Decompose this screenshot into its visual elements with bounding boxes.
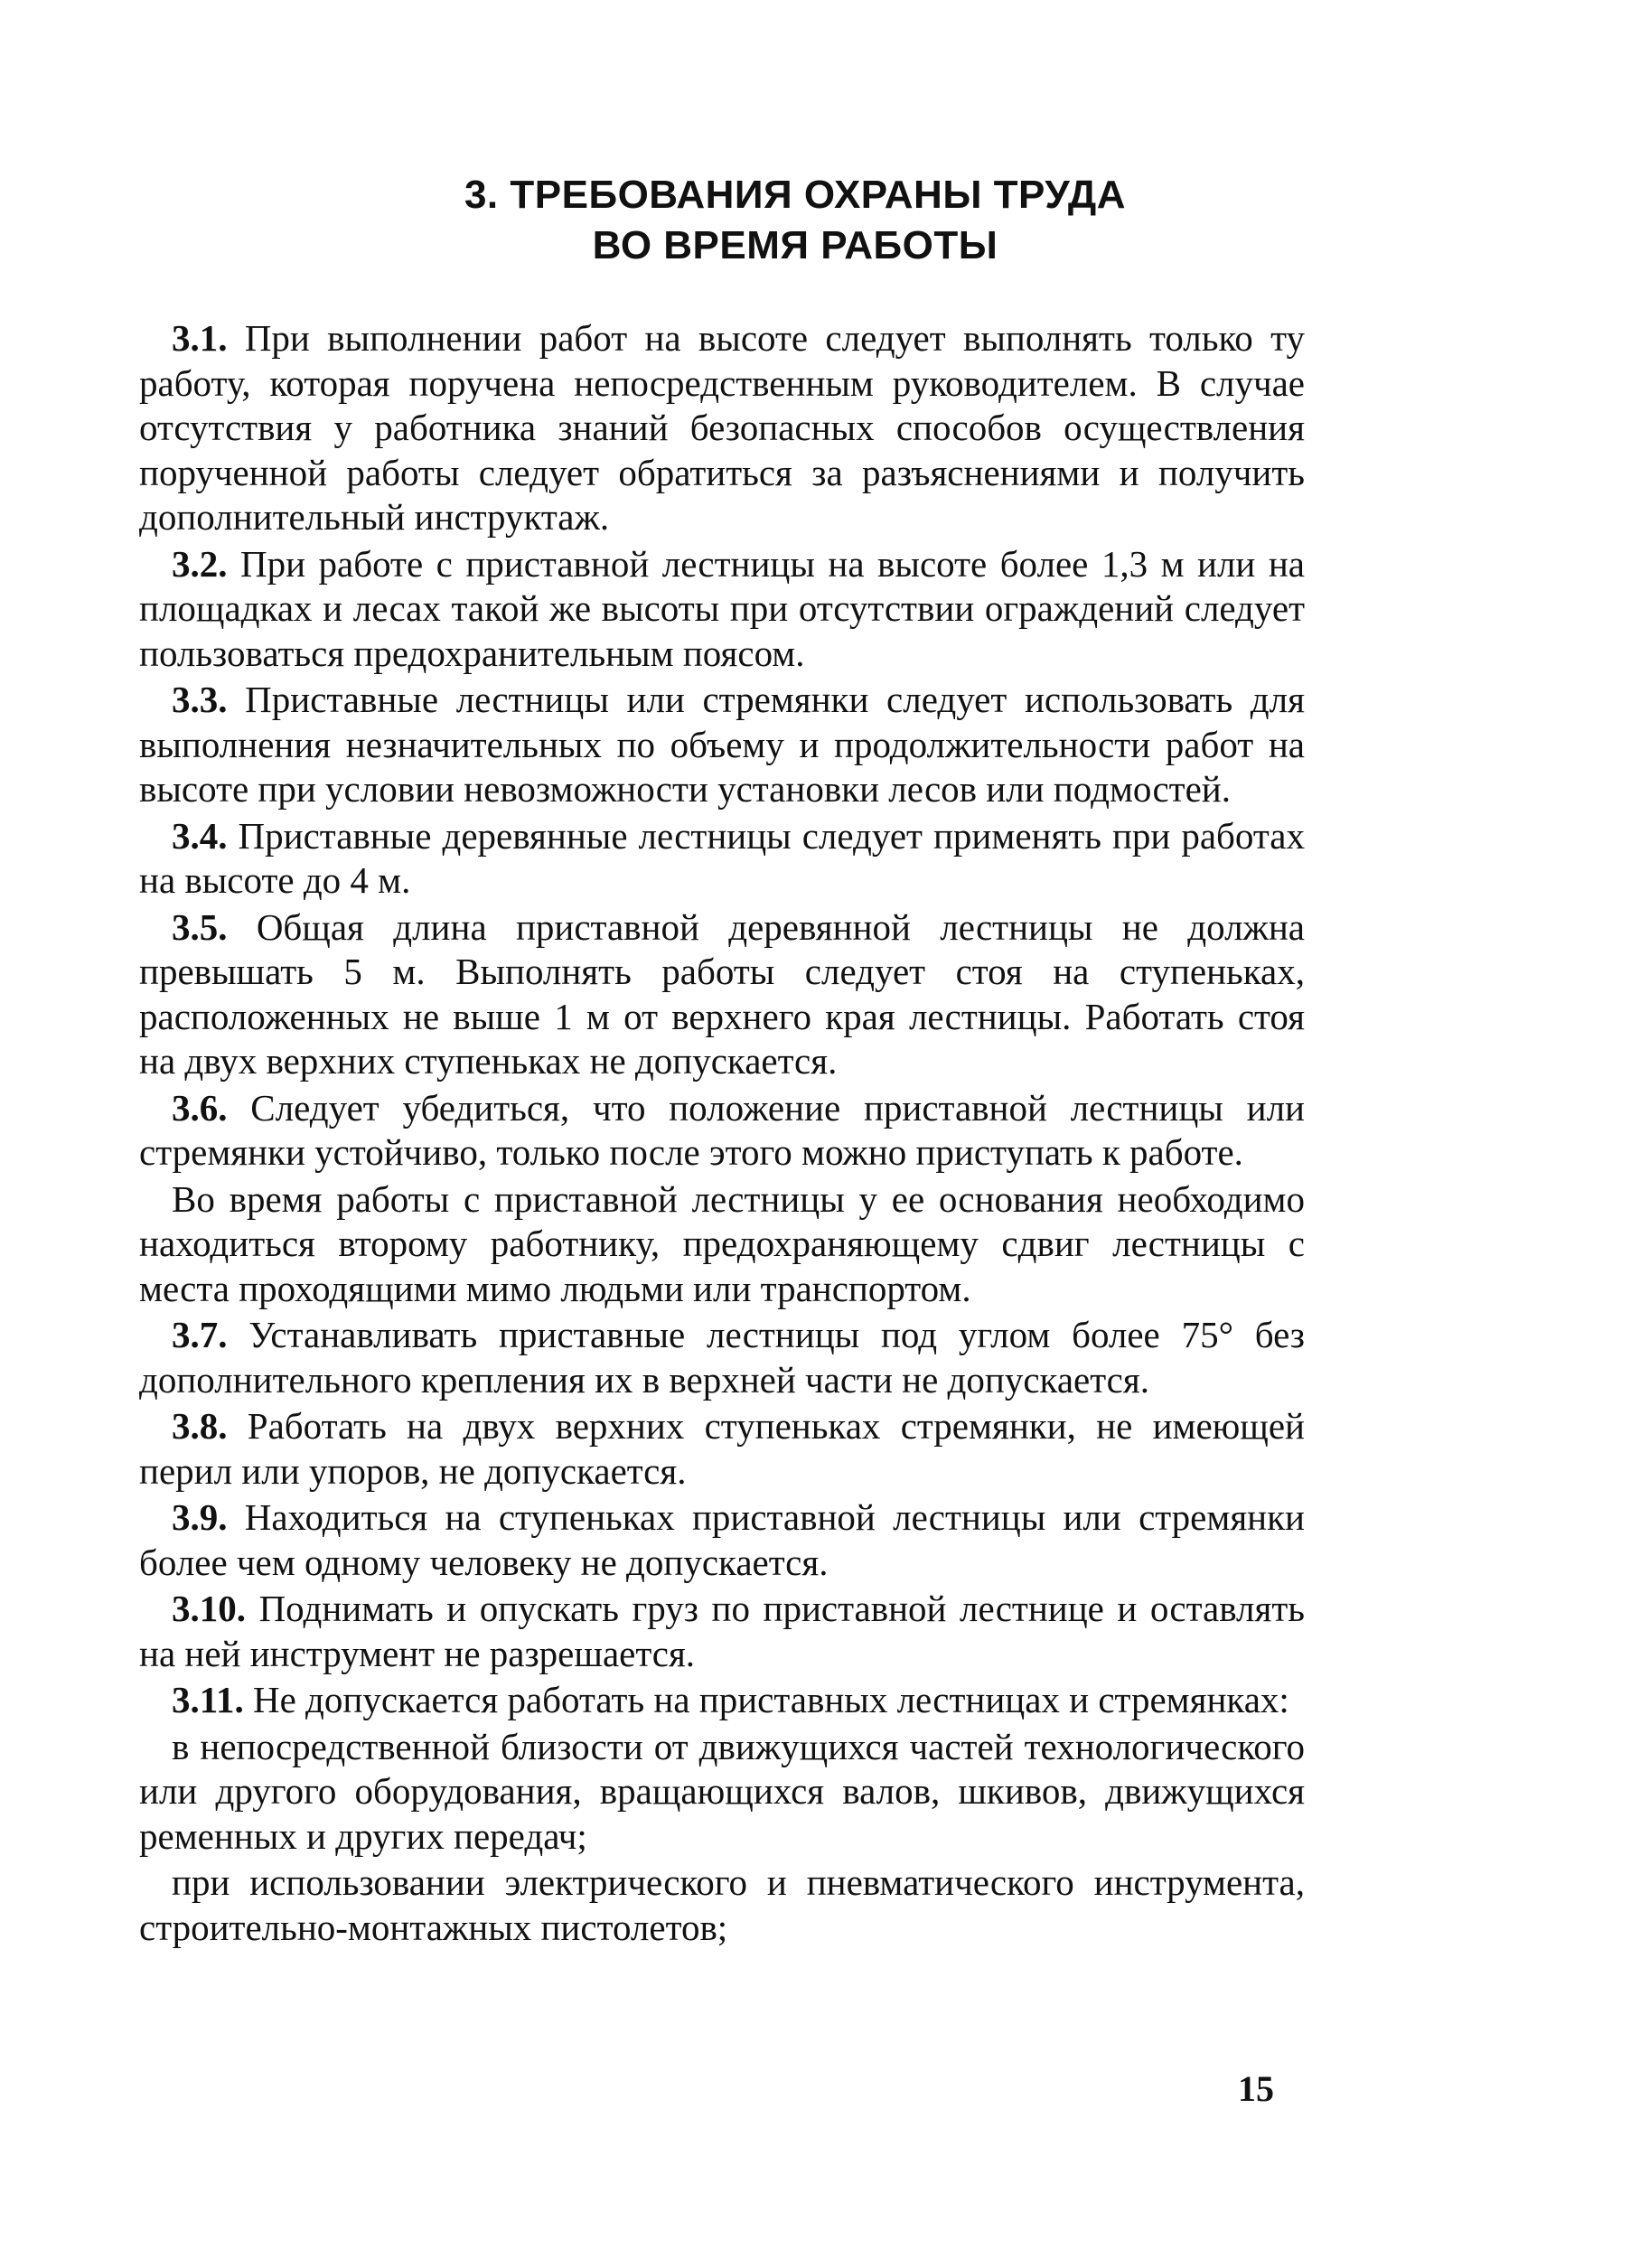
paragraph-text: Приставные деревянные лестницы следует применять при работах на высоте до 4 м. [139,814,1305,901]
paragraph-3-7 [139,1313,1305,1402]
paragraph-text: Следует убедиться, что положение приставной лестницы или стремянки устойчиво, только после этого можно приступать к работе. [139,1086,1305,1173]
paragraph-3-11 [139,1678,1305,1723]
paragraph-text: При выполнении работ на высоте следует выполнять только ту работу, которая поручена непосредственным руководителем. В случае отсутствия у работника знаний безопасных способов осуществления порученной работы следует обратиться за разъяснениями и получить дополнительный инструктаж. [139,317,1305,538]
paragraph-3-6-continued [139,1177,1305,1312]
paragraph-number: 3.8. [172,1405,228,1447]
paragraph-3-4 [139,814,1305,904]
section-title-line-2: ВО ВРЕМЯ РАБОТЫ [592,223,998,267]
paragraph-3-3 [139,678,1305,812]
paragraph-text: при использовании электрического и пневматического инструмента, строительно-монтажных пистолетов; [139,1861,1305,1948]
paragraph-3-5 [139,905,1305,1084]
body-text [139,316,1305,1952]
paragraph-3-9 [139,1495,1305,1585]
paragraph-number: 3.1. [172,317,228,359]
paragraph-number: 3.2. [172,542,228,585]
section-heading [343,170,1247,271]
paragraph-3-10 [139,1587,1305,1676]
page-number: 15 [1238,2068,1274,2109]
paragraph-text: Не допускается работать на приставных лестницах и стремянках: [243,1679,1289,1720]
paragraph-text: Устанавливать приставные лестницы под углом более 75° без дополнительного крепления их в верхней части не допускается. [139,1314,1305,1401]
paragraph-3-2 [139,542,1305,677]
paragraph-number: 3.5. [172,905,228,948]
paragraph-text: Общая длина приставной деревянной лестницы не должна превышать 5 м. Выполнять работы следует стоя на ступеньках, расположенных не выше 1 м от верхнего края лестницы. Работать стоя на двух верхних ступеньках не допускается. [139,905,1305,1082]
paragraph-number: 3.6. [172,1086,228,1129]
paragraph-text: При работе с приставной лестницы на высоте более 1,3 м или на площадках и лесах такой же высоты при отсутствии ограждений следует пользоваться предохранительным поясом. [139,542,1305,674]
paragraph-text: Работать на двух верхних ступеньках стремянки, не имеющей перил или упоров, не допускается. [139,1405,1305,1492]
section-title-line-1: 3. ТРЕБОВАНИЯ ОХРАНЫ ТРУДА [464,173,1127,217]
paragraph-3-6 [139,1086,1305,1176]
paragraph-3-8 [139,1404,1305,1494]
paragraph-number: 3.4. [172,814,228,857]
paragraph-text: Поднимать и опускать груз по приставной лестнице и оставлять на ней инструмент не разрешается. [139,1588,1305,1674]
list-item-tools [139,1860,1305,1950]
paragraph-text: Находиться на ступеньках приставной лестницы или стремянки более чем одному человеку не допускается. [139,1496,1305,1583]
paragraph-number: 3.7. [172,1314,228,1355]
paragraph-3-1 [139,316,1305,540]
paragraph-number: 3.3. [172,679,228,720]
paragraph-number: 3.10. [172,1588,246,1629]
paragraph-number: 3.11. [172,1679,244,1720]
paragraph-text: Приставные лестницы или стремянки следует использовать для выполнения незначительных по объему и продолжительности работ на высоте при условии невозможности установки лесов или подмостей. [139,679,1305,810]
paragraph-number: 3.9. [172,1496,228,1538]
paragraph-text: Во время работы с приставной лестницы у ее основания необходимо находиться второму работнику, предохраняющему сдвиг лестницы с места проходящими мимо людьми или транспортом. [139,1177,1305,1309]
list-item-moving-parts [139,1725,1305,1860]
paragraph-text: в непосредственной близости от движущихся частей технологического или другого оборудования, вращающихся валов, шкивов, движущихся ременных и других передач; [139,1725,1305,1857]
